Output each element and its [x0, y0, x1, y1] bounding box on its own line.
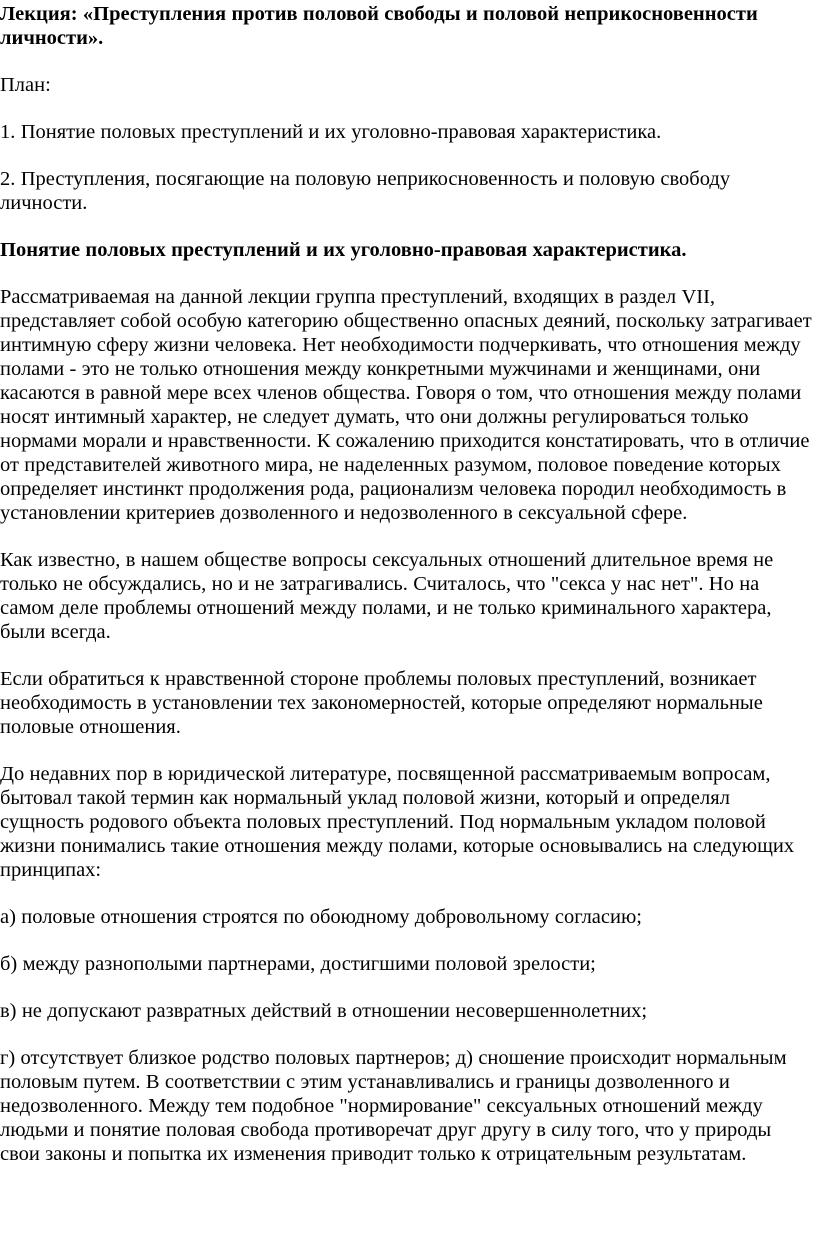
paragraph-history: Как известно, в нашем обществе вопросы сексуальных отношений длительное время не только не обсуждались, но и не затрагивались. Считалось, что "секса у нас нет". Но на самом деле проблемы отношений между полами, и не только криминального характера, были всегда. — [0, 549, 774, 643]
principle-g-d: г) отсутствует близкое родство половых партнеров; д) сношение происходит нормальным половым путем. В соответствии с этим устанавливались и границы дозволенного и недозволенного. Между тем подобное "нормирование" сексуальных отношений между людьми и понятие половая свобода противоречат друг другу в силу того, что у природы свои законы и попытка их изменения приводит только к отрицательным результатам. — [0, 1047, 787, 1165]
principle-b: б) между разнополыми партнерами, достигшими половой зрелости; — [0, 953, 596, 975]
principle-a: а) половые отношения строятся по обоюдному добровольному согласию; — [0, 906, 642, 928]
document-title: Лекция: «Преступления против половой свободы и половой неприкосновенности личности». — [0, 3, 758, 49]
paragraph-literature: До недавних пор в юридической литературе, посвященной рассматриваемым вопросам, бытовал такой термин как нормальный уклад половой жизни, который и определял сущность родового объекта половых преступлений. Под нормальным укладом половой жизни понимались такие отношения между полами, которые основывались на следующих принципах: — [0, 763, 795, 881]
plan-item-2: 2. Преступления, посягающие на половую неприкосновенность и половую свободу личности. — [0, 168, 731, 214]
paragraph-moral: Если обратиться к нравственной стороне проблемы половых преступлений, возникает необходимость в установлении тех закономерностей, которые определяют нормальные половые отношения. — [0, 668, 763, 738]
plan-label: План: — [0, 74, 51, 96]
paragraph-intro: Рассматриваемая на данной лекции группа преступлений, входящих в раздел VII, представляет собой особую категорию общественно опасных деяний, поскольку затрагивает интимную сферу жизни человека. Нет необходимости подчеркивать, что отношения между полами - это не только отношения между конкретными мужчинами и женщинами, они касаются в равной мере всех членов общества. Говоря о том, что отношения между полами носят интимный характер, не следует думать, что они должны регулироваться только нормами морали и нравственности. К сожалению приходится констатировать, что в отличие от представителей животного мира, не наделенных разумом, половое поведение которых определяет инстинкт продолжения рода, рационализм человека породил необходимость в установлении критериев дозволенного и недозволенного в сексуальной сфере. — [0, 286, 812, 524]
principle-v: в) не допускают развратных действий в отношении несовершеннолетних; — [0, 1000, 648, 1022]
plan-item-1: 1. Понятие половых преступлений и их уголовно-правовая характеристика. — [0, 121, 662, 143]
section-heading: Понятие половых преступлений и их уголовно-правовая характеристика. — [0, 239, 687, 261]
